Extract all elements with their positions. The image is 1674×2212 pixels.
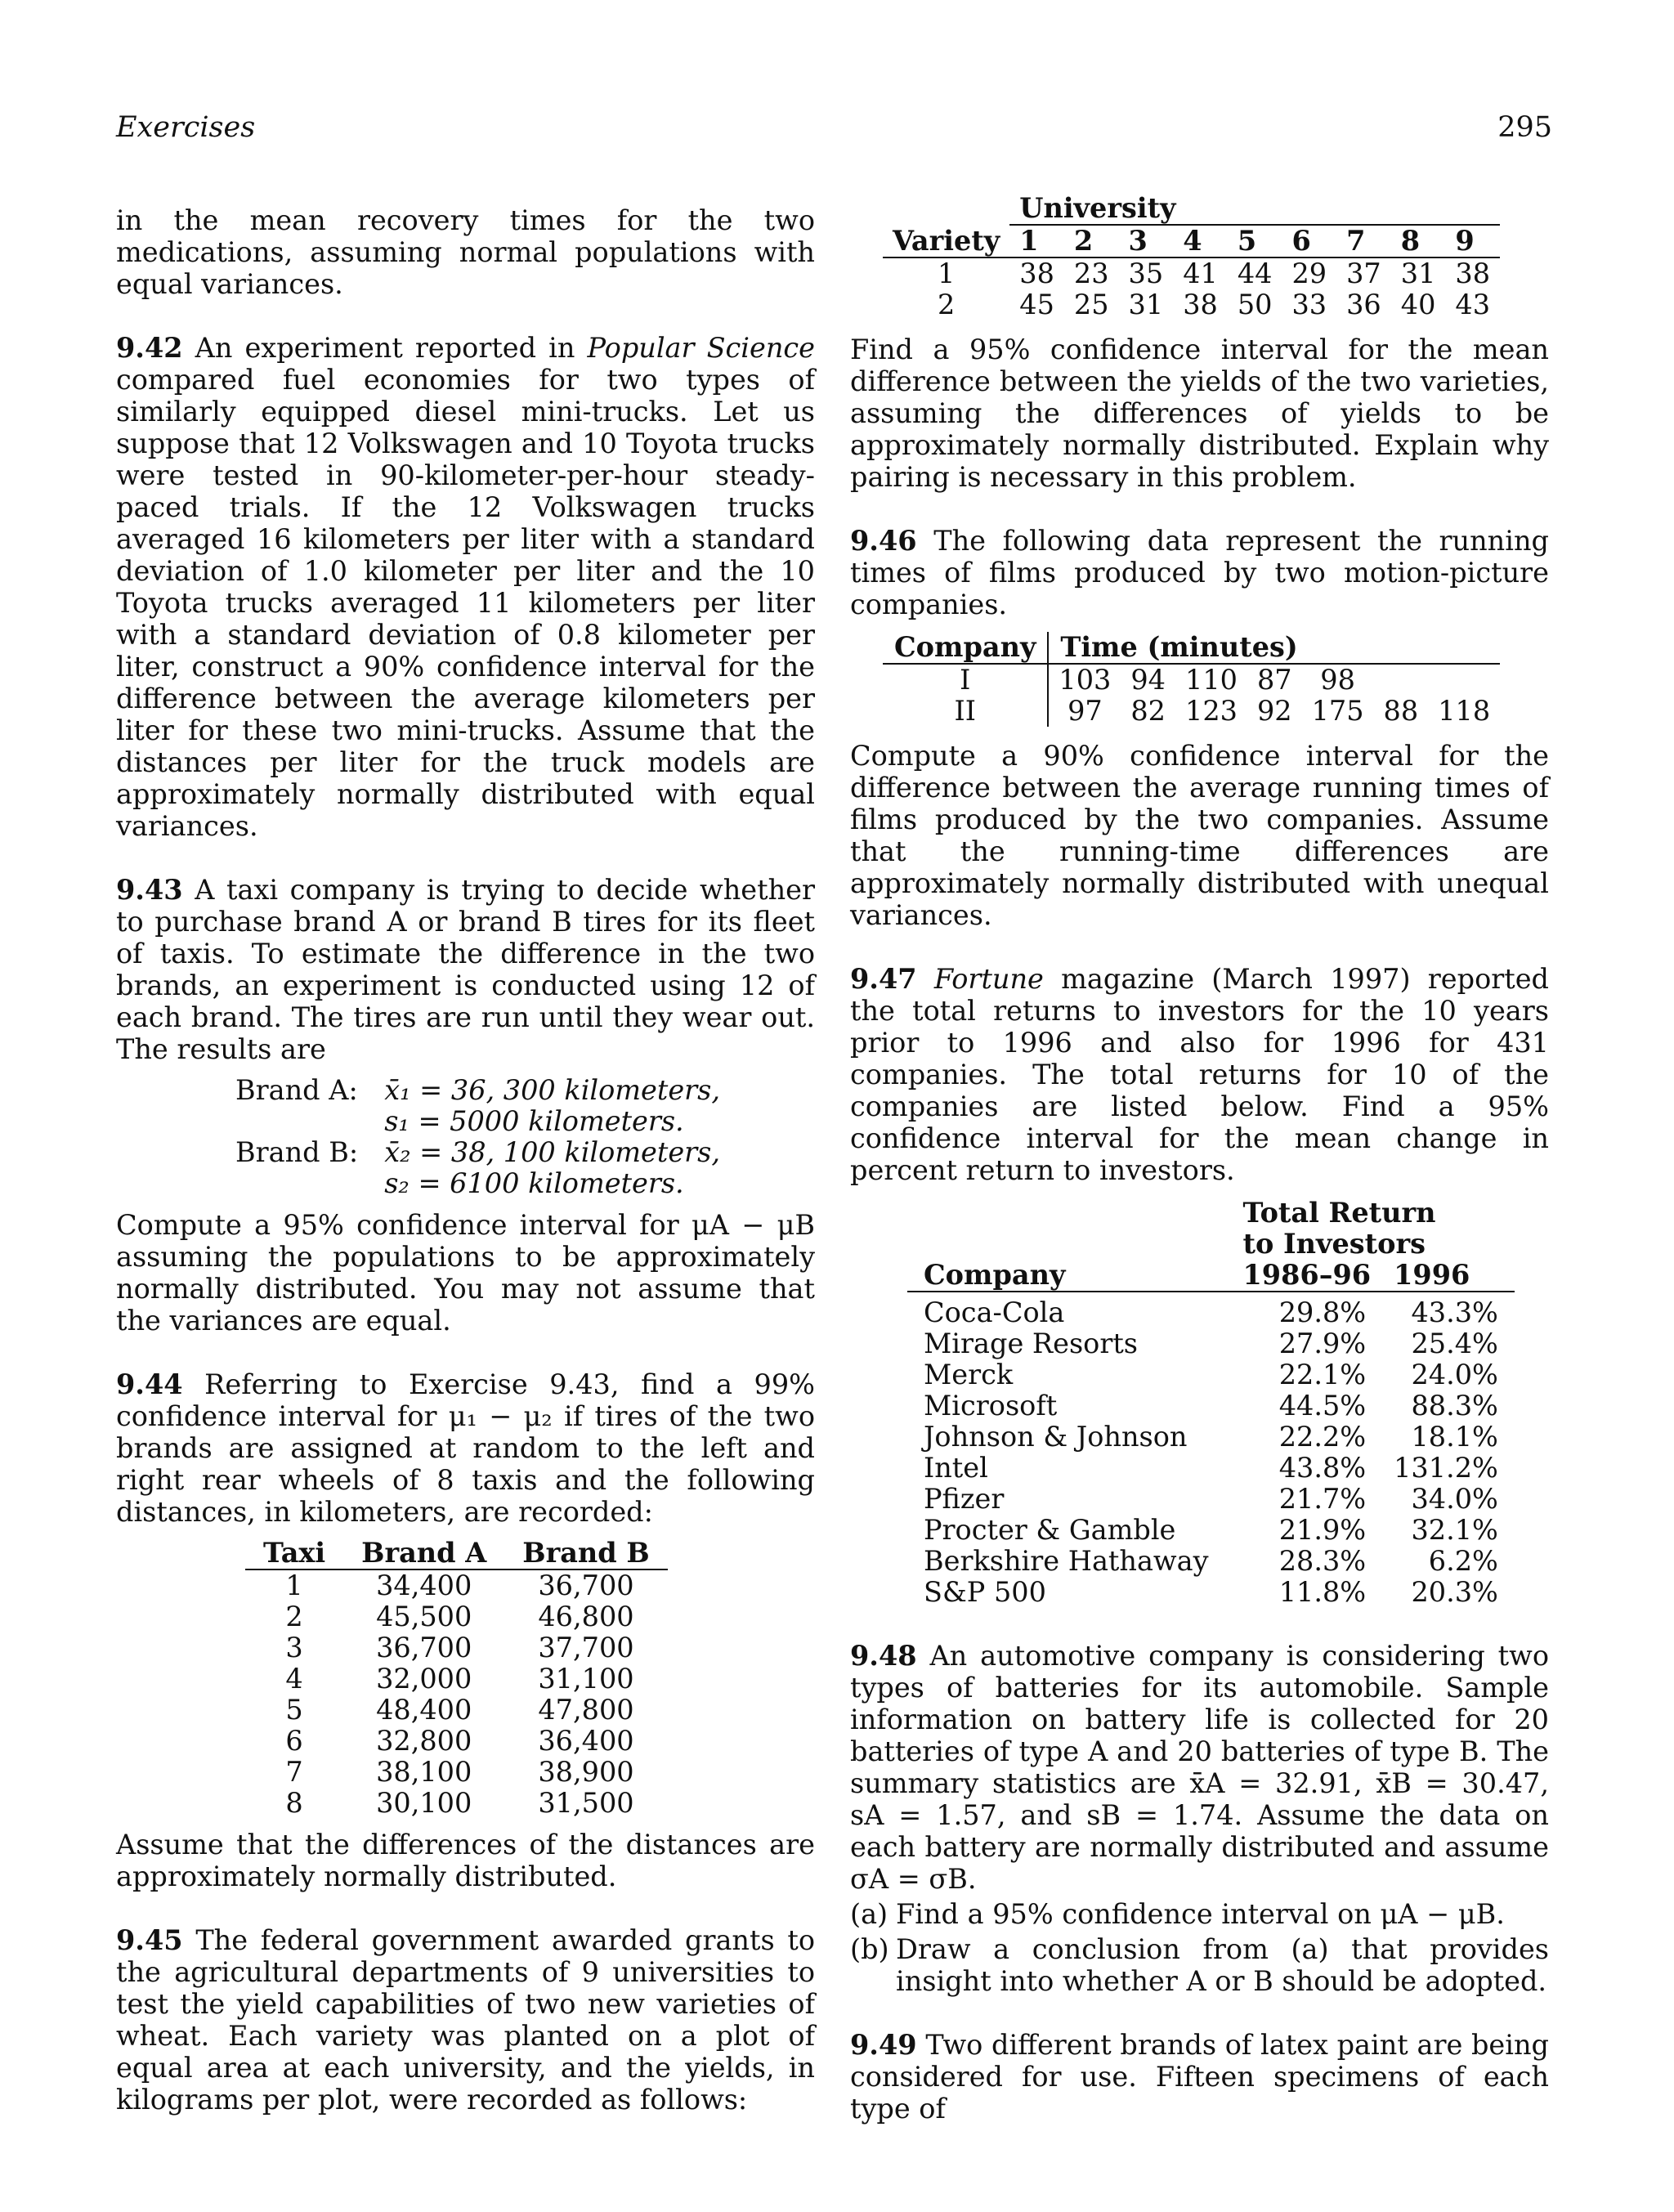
exercise-number: 9.49	[850, 2029, 917, 2061]
company-header: Company	[883, 632, 1048, 664]
company-cell: Berkshire Hathaway	[924, 1545, 1209, 1577]
table-row	[245, 1695, 668, 1726]
table-cell: 6	[285, 1725, 303, 1757]
yield-cell: 38	[1455, 257, 1491, 289]
university-column-header: 5	[1228, 225, 1282, 257]
return-1986-96-cell: 21.9%	[1278, 1514, 1367, 1546]
time-header: Time (minutes)	[1048, 632, 1500, 664]
yield-cell: 40	[1400, 289, 1436, 320]
exercise-9-49: 9.49 Two different brands of latex paint are being considered for use. Fifteen specimens of each type of	[850, 2029, 1549, 2125]
return-1986-96-cell: 11.8%	[1278, 1576, 1367, 1608]
table-cell: 48,400	[376, 1694, 472, 1726]
company-cell: Merck	[924, 1359, 1014, 1390]
yield-cell: 41	[1183, 257, 1218, 289]
return-1996-cell: 88.3%	[1411, 1390, 1498, 1422]
return-1996-cell: 24.0%	[1411, 1359, 1498, 1390]
table-row	[907, 1359, 1515, 1390]
exercise-9-48: 9.48 An automotive company is considering two types of batteries for its automobile. Sample information on battery life is collected for 20 batteries of type A and 20 batteries of type B. The summary statistics are x̄A = 32.91, x̄B = 30.47, sA = 1.57, and sB = 1.74. Assume the data on each battery are normally distributed and assume σA = σB.	[850, 1640, 1549, 1895]
university-yield-table	[883, 193, 1500, 320]
university-column-header: 6	[1282, 225, 1336, 257]
table-row	[907, 1422, 1515, 1453]
company-cell: Mirage Resorts	[924, 1328, 1138, 1359]
time-cell	[1374, 664, 1429, 696]
exercise-9-48-part-a: (a) Find a 95% confidence interval on μA − μB.	[850, 1898, 1505, 1930]
yield-cell: 38	[1019, 257, 1054, 289]
to-investors-group-header: to Investors	[1242, 1228, 1426, 1260]
table-row	[883, 257, 1500, 289]
exercise-9-45-question: Find a 95% confidence interval for the mean difference between the yields of the two varieties, assuming the differences of yields to be approximately normally distributed. Explain why pairing is necessary in this problem.	[850, 334, 1549, 493]
table-row	[907, 1292, 1515, 1328]
yield-cell: 31	[1128, 289, 1164, 320]
table-cell: 3	[285, 1632, 303, 1663]
time-cell: 94	[1130, 664, 1166, 696]
yield-cell: 36	[1346, 289, 1381, 320]
taxi-table	[245, 1538, 668, 1819]
time-cell: 123	[1185, 695, 1238, 727]
brand-a-label: Brand A:	[235, 1074, 358, 1106]
table-cell: 38,900	[538, 1756, 634, 1788]
yield-cell: 38	[1183, 289, 1218, 320]
exercise-number: 9.44	[116, 1368, 183, 1400]
return-1996-cell: 6.2%	[1428, 1545, 1498, 1577]
magazine-title: Fortune	[933, 963, 1044, 995]
variety-cell: 1	[937, 257, 956, 289]
table-cell: 32,000	[376, 1663, 472, 1695]
yield-cell: 31	[1400, 257, 1436, 289]
brand-b-label: Brand B:	[235, 1136, 359, 1168]
left-column	[116, 204, 815, 2116]
time-cell: 98	[1320, 664, 1355, 696]
brand-b-sd: s₂ = 6100 kilometers.	[384, 1167, 684, 1199]
company-cell: Procter & Gamble	[924, 1514, 1176, 1546]
return-1986-96-cell: 29.8%	[1278, 1296, 1367, 1328]
time-cell: 97	[1068, 695, 1103, 727]
table-row	[245, 1632, 668, 1663]
return-1986-96-cell: 22.1%	[1278, 1359, 1367, 1390]
exercise-9-44: 9.44 Referring to Exercise 9.43, find a 99% confidence interval for μ₁ − μ₂ if tires of the two brands are assigned at random to the left and right rear wheels of 8 taxis and the following distances, in kilometers, are recorded:	[116, 1368, 815, 1528]
table-cell: 1	[285, 1569, 303, 1601]
table-row	[907, 1546, 1515, 1577]
table-row	[883, 696, 1500, 727]
exercise-9-48-part-b: (b) Draw a conclusion from (a) that provides insight into whether A or B should be adopted.	[850, 1933, 1549, 1997]
variety-header: Variety	[883, 225, 1009, 257]
table-cell: 46,800	[538, 1601, 634, 1632]
company-cell: S&P 500	[924, 1576, 1046, 1608]
yield-cell: 29	[1291, 257, 1327, 289]
table-row	[907, 1515, 1515, 1546]
table-row	[907, 1577, 1515, 1608]
total-return-table	[907, 1198, 1515, 1608]
exercise-number: 9.43	[116, 874, 183, 906]
yield-cell: 43	[1455, 289, 1491, 320]
time-cell: 88	[1383, 695, 1419, 727]
company-header: Company	[907, 1260, 1232, 1292]
company-cell: II	[883, 696, 1048, 727]
table-cell: 4	[285, 1663, 303, 1695]
return-1986-96-cell: 28.3%	[1278, 1545, 1367, 1577]
table-cell: 47,800	[538, 1694, 634, 1726]
film-times-table	[883, 632, 1500, 727]
time-cell: 110	[1185, 664, 1238, 696]
variety-cell: 2	[937, 289, 956, 320]
taxi-header: Taxi	[245, 1538, 343, 1569]
company-cell: I	[883, 664, 1048, 696]
exercise-number: 9.45	[116, 1924, 183, 1956]
brand-summary-block	[231, 1075, 725, 1199]
university-column-header: 2	[1064, 225, 1119, 257]
yield-cell: 45	[1019, 289, 1054, 320]
university-group-header: University	[1009, 193, 1500, 225]
brand-b-header: Brand B	[504, 1538, 667, 1569]
university-column-header: 3	[1119, 225, 1174, 257]
table-cell: 5	[285, 1694, 303, 1726]
table-cell: 34,400	[376, 1569, 472, 1601]
time-cell: 87	[1256, 664, 1292, 696]
company-cell: Coca-Cola	[924, 1296, 1065, 1328]
exercise-9-42: 9.42 An experiment reported in Popular Science compared fuel economies for two types of similarly equipped diesel mini-trucks. Let us suppose that 12 Volkswagen and 10 Toyota trucks were tested in 90-kilometer-per-hour steady-paced trials. If the 12 Volkswagen trucks averaged 16 kilometers per liter with a standard deviation of 1.0 kilometer per liter and the 10 Toyota trucks averaged 11 kilometers per liter with a standard deviation of 0.8 kilometer per liter, construct a 90% confidence interval for the difference between the average kilometers per liter for these two mini-trucks. Assume that the distances per liter for the truck models are approximately normally distributed with equal variances.	[116, 332, 816, 842]
return-1986-96-cell: 44.5%	[1278, 1390, 1367, 1422]
university-column-header: 1	[1009, 225, 1064, 257]
period-1986-96-header: 1986–96	[1232, 1260, 1383, 1292]
brand-a-mean: x̄₁ = 36, 300 kilometers,	[384, 1074, 721, 1106]
table-row	[245, 1757, 668, 1788]
table-cell: 31,500	[538, 1787, 634, 1819]
exercise-number: 9.46	[850, 525, 917, 557]
exercise-9-46-question: Compute a 90% confidence interval for the difference between the average running times of films produced by the two companies. Assume that the running-time differences are approximately normally distributed with unequal variances.	[850, 740, 1549, 931]
right-column	[850, 193, 1549, 2125]
university-column-header: 8	[1391, 225, 1446, 257]
table-cell: 8	[285, 1787, 303, 1819]
yield-cell: 25	[1073, 289, 1109, 320]
university-column-header: 4	[1173, 225, 1228, 257]
exercise-9-43: 9.43 A taxi company is trying to decide whether to purchase brand A or brand B tires for its fleet of taxis. To estimate the difference in the two brands, an experiment is conducted using 12 of each brand. The tires are run until they wear out. The results are	[116, 874, 816, 1065]
yield-cell: 44	[1237, 257, 1273, 289]
exercise-9-43-question: Compute a 95% confidence interval for μA − μB assuming the populations to be approximately normally distributed. You may not assume that the variances are equal.	[116, 1209, 815, 1337]
time-cell: 103	[1059, 664, 1112, 696]
brand-a-sd: s₁ = 5000 kilometers.	[384, 1105, 684, 1137]
university-column-header: 7	[1336, 225, 1391, 257]
exercise-9-47: 9.47 Fortune magazine (March 1997) reported the total returns to investors for the 10 years prior to 1996 and also for 1996 for 431 companies. The total returns for 10 of the companies are listed below. Find a 95% confidence interval for the mean change in percent return to investors.	[850, 963, 1549, 1186]
company-cell: Johnson & Johnson	[924, 1421, 1188, 1453]
exercise-9-45: 9.45 The federal government awarded grants to the agricultural departments of 9 universities to test the yield capabilities of two new varieties of wheat. Each variety was planted on a plot of equal area at each university, and the yields, in kilograms per plot, were recorded as follows:	[116, 1924, 816, 2116]
exercise-9-46: 9.46 The following data represent the running times of films produced by two motion-picture companies.	[850, 525, 1549, 620]
table-row	[245, 1569, 668, 1601]
table-cell: 37,700	[538, 1632, 634, 1663]
return-1986-96-cell: 43.8%	[1278, 1452, 1367, 1484]
exercise-9-44-assumption: Assume that the differences of the distances are approximately normally distributed.	[116, 1829, 815, 1892]
table-row	[245, 1663, 668, 1695]
return-1996-cell: 32.1%	[1411, 1514, 1498, 1546]
brand-b-mean: x̄₂ = 38, 100 kilometers,	[384, 1136, 721, 1168]
table-row	[907, 1484, 1515, 1515]
time-cell: 118	[1438, 695, 1491, 727]
period-1996-header: 1996	[1382, 1260, 1515, 1292]
table-row	[883, 664, 1500, 696]
return-1996-cell: 25.4%	[1411, 1328, 1498, 1359]
table-cell: 2	[285, 1601, 303, 1632]
return-1986-96-cell: 27.9%	[1278, 1328, 1367, 1359]
running-head-section: Exercises	[116, 111, 256, 144]
table-cell: 31,100	[538, 1663, 634, 1695]
yield-cell: 33	[1291, 289, 1327, 320]
time-cell: 175	[1311, 695, 1364, 727]
return-1996-cell: 20.3%	[1411, 1576, 1498, 1608]
return-1996-cell: 43.3%	[1411, 1296, 1498, 1328]
exercise-9-41-continuation: in the mean recovery times for the two medications, assuming normal populations with equal variances.	[116, 204, 815, 300]
total-return-group-header: Total Return	[1242, 1197, 1436, 1229]
page-number: 295	[1497, 111, 1552, 144]
table-cell: 36,700	[538, 1569, 634, 1601]
return-1986-96-cell: 21.7%	[1278, 1483, 1367, 1515]
table-cell: 30,100	[376, 1787, 472, 1819]
yield-cell: 23	[1073, 257, 1109, 289]
table-cell: 32,800	[376, 1725, 472, 1757]
table-cell: 45,500	[376, 1601, 472, 1632]
return-1996-cell: 34.0%	[1411, 1483, 1498, 1515]
table-row	[907, 1328, 1515, 1359]
table-row	[883, 289, 1500, 320]
brand-a-header: Brand A	[343, 1538, 504, 1569]
time-cell	[1428, 664, 1500, 696]
company-cell: Pfizer	[924, 1483, 1005, 1515]
yield-cell: 37	[1346, 257, 1381, 289]
magazine-title: Popular Science	[587, 332, 816, 364]
table-cell: 7	[285, 1756, 303, 1788]
return-1986-96-cell: 22.2%	[1278, 1421, 1367, 1453]
table-row	[907, 1453, 1515, 1484]
university-column-header: 9	[1445, 225, 1500, 257]
yield-cell: 35	[1128, 257, 1164, 289]
exercise-number: 9.47	[850, 963, 917, 995]
time-cell: 82	[1130, 695, 1166, 727]
table-row	[245, 1788, 668, 1819]
return-1996-cell: 18.1%	[1411, 1421, 1498, 1453]
table-row	[245, 1726, 668, 1757]
exercise-number: 9.48	[850, 1640, 917, 1672]
yield-cell: 50	[1237, 289, 1273, 320]
table-row	[245, 1601, 668, 1632]
table-cell: 36,700	[376, 1632, 472, 1663]
exercise-number: 9.42	[116, 332, 183, 364]
table-cell: 38,100	[376, 1756, 472, 1788]
time-cell: 92	[1256, 695, 1292, 727]
company-cell: Microsoft	[924, 1390, 1058, 1422]
table-cell: 36,400	[538, 1725, 634, 1757]
return-1996-cell: 131.2%	[1394, 1452, 1498, 1484]
table-row	[907, 1390, 1515, 1422]
company-cell: Intel	[924, 1452, 988, 1484]
